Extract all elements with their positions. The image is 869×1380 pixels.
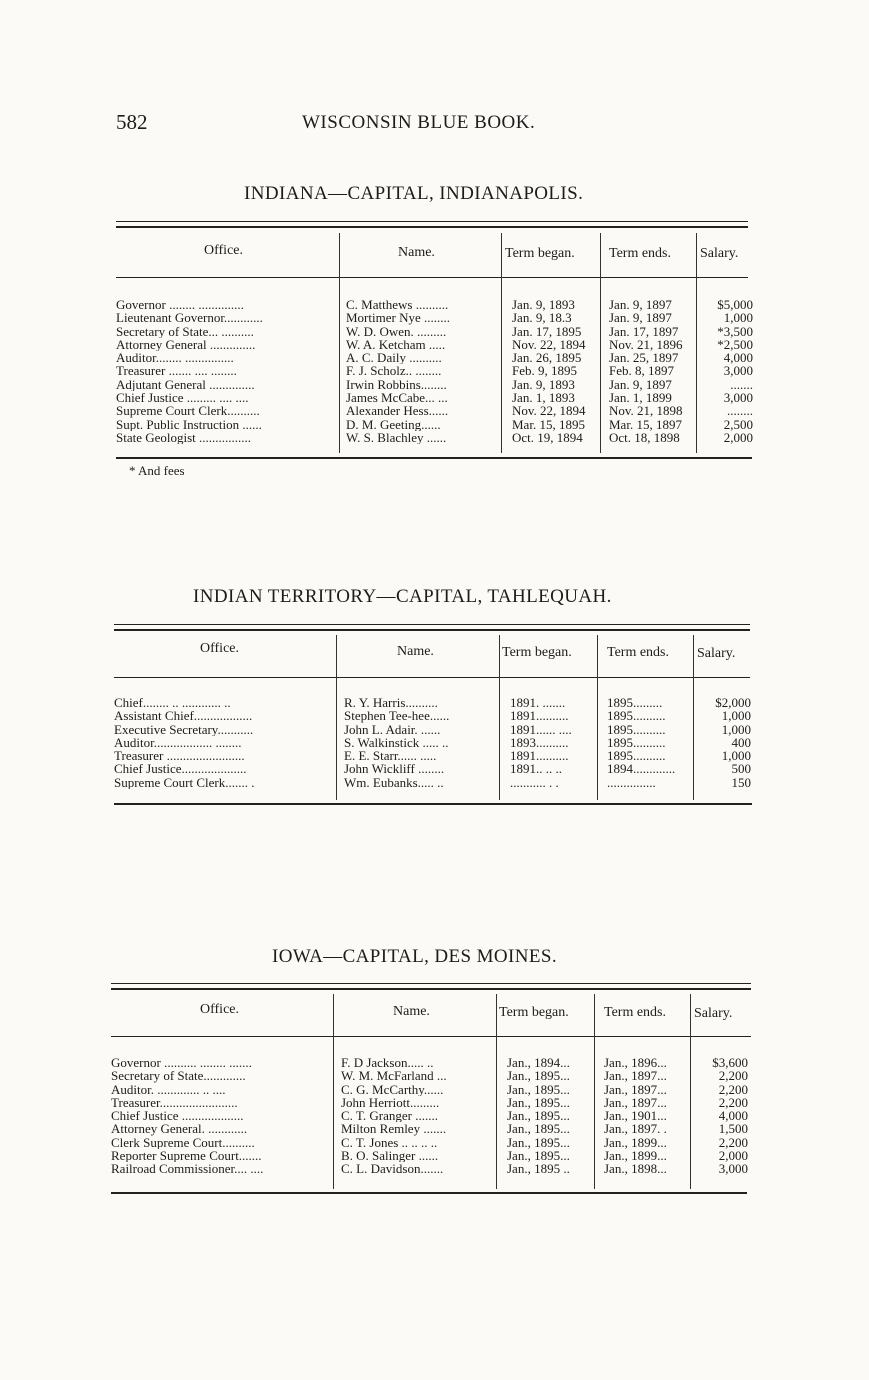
term-began-cell: Jan. 26, 1895: [512, 351, 582, 365]
office-cell: Governor .......... ........ .......: [111, 1056, 252, 1070]
office-cell: Adjutant General ..............: [116, 377, 255, 392]
term-began-cell: Jan. 9, 1893: [512, 298, 575, 312]
table-row: [116, 364, 756, 377]
term-ends-cell: Jan., 1897...: [604, 1069, 667, 1083]
office-cell: Treasurer ........................: [114, 749, 245, 763]
salary-cell: 1,000: [721, 709, 751, 723]
office-cell: Supreme Court Clerk..........: [116, 404, 260, 418]
footnote: * And fees: [129, 463, 185, 478]
term-ends-cell: Oct. 18, 1898: [609, 430, 680, 445]
term-began-cell: Nov. 22, 1894: [512, 337, 586, 352]
salary-cell: 2,000: [718, 1149, 748, 1163]
indian-territory-rows: [114, 696, 754, 789]
office-cell: Railroad Commissioner.... ....: [111, 1162, 264, 1176]
term-ends-cell: Jan., 1899...: [604, 1135, 667, 1150]
table-row: [111, 1069, 753, 1082]
office-cell: Chief Justice ......... .... ....: [116, 391, 249, 405]
term-began-cell: Jan., 1895...: [507, 1135, 570, 1150]
salary-cell: 2,200: [718, 1135, 748, 1150]
indian-territory-title: INDIAN TERRITORY—CAPITAL, TAHLEQUAH.: [193, 586, 612, 607]
name-cell: John Herriott.........: [341, 1095, 440, 1110]
name-cell: W. S. Blachley ......: [346, 430, 447, 445]
name-cell: Milton Remley .......: [341, 1122, 447, 1136]
salary-cell: ........: [727, 404, 753, 418]
office-cell: Lieutenant Governor............: [116, 311, 263, 325]
salary-cell: $5,000: [717, 298, 753, 312]
office-cell: Secretary of State... ..........: [116, 324, 254, 338]
term-ends-cell: 1895.........: [607, 696, 663, 710]
office-cell: Treasurer ....... .... ........: [116, 364, 237, 378]
name-cell: W. M. McFarland ...: [341, 1069, 447, 1083]
term-began-cell: Jan., 1895...: [507, 1109, 570, 1123]
salary-cell: 3,000: [723, 364, 753, 378]
table-rule: [111, 988, 751, 990]
table-rule: [116, 221, 748, 222]
name-cell: John Wickliff ........: [344, 762, 445, 776]
term-began-cell: Oct. 19, 1894: [512, 430, 583, 445]
term-began-cell: Mar. 15, 1895: [512, 417, 585, 431]
table-row: [111, 1162, 753, 1175]
office-cell: Auditor.................. ........: [114, 735, 242, 750]
office-cell: Chief Justice ...................: [111, 1109, 244, 1123]
table-row: [114, 776, 754, 789]
name-cell: R. Y. Harris..........: [344, 696, 438, 710]
term-began-cell: Jan., 1895...: [507, 1082, 570, 1096]
name-cell: Irwin Robbins........: [346, 377, 447, 392]
salary-cell: 3,000: [723, 391, 753, 405]
table-row: [114, 723, 754, 736]
term-began-cell: Nov. 22, 1894: [512, 404, 586, 418]
name-cell: James McCabe... ...: [346, 391, 448, 405]
office-cell: Governor ........ ..............: [116, 298, 244, 312]
col-head-term-ends: Term ends.: [609, 246, 672, 261]
term-ends-cell: Jan. 9, 1897: [609, 377, 672, 392]
col-head-salary: Salary.: [697, 646, 736, 661]
term-began-cell: Feb. 9, 1895: [512, 364, 577, 378]
table-row: [116, 391, 756, 404]
salary-cell: $2,000: [715, 696, 751, 710]
term-ends-cell: Jan., 1901...: [604, 1109, 667, 1123]
table-row: [114, 749, 754, 762]
table-row: [111, 1096, 753, 1109]
name-cell: B. O. Salinger ......: [341, 1149, 439, 1163]
term-ends-cell: Jan., 1897...: [604, 1082, 667, 1096]
term-ends-cell: Nov. 21, 1898: [609, 404, 683, 418]
term-ends-cell: 1894.............: [607, 762, 676, 776]
term-began-cell: Jan., 1895...: [507, 1122, 570, 1136]
name-cell: F. D Jackson..... ..: [341, 1056, 434, 1070]
term-ends-cell: Jan., 1897. .: [604, 1122, 667, 1136]
table-row: [111, 1056, 753, 1069]
table-rule: [111, 1036, 751, 1037]
term-began-cell: Jan. 17, 1895: [512, 324, 582, 338]
col-head-name: Name.: [393, 1004, 430, 1019]
table-row: [114, 696, 754, 709]
salary-cell: 1,000: [723, 311, 753, 325]
term-ends-cell: Jan. 17, 1897: [609, 324, 679, 338]
office-cell: Secretary of State.............: [111, 1069, 246, 1083]
name-cell: C. Matthews ..........: [346, 298, 449, 312]
salary-cell: 4,000: [718, 1109, 748, 1123]
page-number: 582: [116, 110, 148, 134]
term-ends-cell: ...............: [607, 775, 656, 790]
col-head-salary: Salary.: [700, 246, 739, 261]
col-head-office: Office.: [200, 641, 239, 656]
iowa-title: IOWA—CAPITAL, DES MOINES.: [272, 946, 558, 967]
salary-cell: .......: [730, 377, 753, 392]
term-began-cell: 1891...... ....: [510, 722, 572, 736]
table-row: [114, 762, 754, 775]
term-ends-cell: Jan., 1899...: [604, 1149, 667, 1163]
term-began-cell: 1891. .......: [510, 696, 566, 710]
term-began-cell: Jan., 1895...: [507, 1069, 570, 1083]
running-head: WISCONSIN BLUE BOOK.: [302, 112, 536, 133]
office-cell: Auditor........ ...............: [116, 351, 234, 365]
term-ends-cell: Jan., 1897...: [604, 1095, 667, 1110]
term-began-cell: Jan., 1895...: [507, 1149, 570, 1163]
table-row: [116, 325, 756, 338]
office-cell: Attorney General ..............: [116, 337, 256, 352]
salary-cell: *2,500: [717, 337, 753, 352]
name-cell: E. E. Starr...... .....: [344, 749, 437, 763]
table-rule: [114, 629, 750, 631]
term-ends-cell: 1895..........: [607, 749, 666, 763]
term-ends-cell: Jan. 9, 1897: [609, 311, 672, 325]
salary-cell: 2,000: [723, 430, 753, 445]
table-row: [111, 1136, 753, 1149]
table-rule: [111, 1192, 747, 1194]
term-ends-cell: 1895..........: [607, 735, 666, 750]
table-row: [111, 1149, 753, 1162]
col-head-salary: Salary.: [694, 1006, 733, 1021]
indiana-rows: [116, 298, 756, 444]
term-ends-cell: Jan. 25, 1897: [609, 351, 679, 365]
table-row: [116, 351, 756, 364]
table-row: [114, 709, 754, 722]
name-cell: Mortimer Nye ........: [346, 311, 450, 325]
office-cell: Attorney General. ............: [111, 1122, 248, 1136]
table-rule: [111, 983, 751, 984]
office-cell: Reporter Supreme Court.......: [111, 1149, 262, 1163]
col-head-name: Name.: [397, 644, 434, 659]
term-ends-cell: Feb. 8, 1897: [609, 364, 674, 378]
term-began-cell: ........... . .: [510, 775, 559, 790]
salary-cell: *3,500: [717, 324, 753, 338]
name-cell: S. Walkinstick ..... ..: [344, 735, 449, 750]
salary-cell: 500: [731, 762, 751, 776]
salary-cell: 3,000: [718, 1162, 748, 1176]
office-cell: Chief........ .. ............ ..: [114, 696, 231, 710]
name-cell: A. C. Daily ..........: [346, 351, 442, 365]
name-cell: F. J. Scholz.. ........: [346, 364, 442, 378]
table-rule: [116, 277, 748, 278]
name-cell: Alexander Hess......: [346, 404, 449, 418]
table-rule: [116, 457, 752, 459]
salary-cell: $3,600: [712, 1056, 748, 1070]
salary-cell: 400: [731, 735, 751, 750]
table-rule: [114, 803, 752, 805]
term-began-cell: 1891..........: [510, 709, 569, 723]
table-row: [116, 338, 756, 351]
col-head-term-ends: Term ends.: [604, 1005, 667, 1020]
salary-cell: 1,500: [718, 1122, 748, 1136]
office-cell: Auditor. ............. .. ....: [111, 1082, 226, 1096]
col-head-term-ends: Term ends.: [607, 645, 670, 660]
term-ends-cell: 1895..........: [607, 722, 666, 736]
table-row: [116, 431, 756, 444]
col-head-term-began: Term began.: [502, 645, 572, 660]
table-row: [114, 736, 754, 749]
salary-cell: 2,200: [718, 1082, 748, 1096]
table-row: [116, 378, 756, 391]
term-began-cell: 1891.. .. ..: [510, 762, 562, 776]
table-rule: [114, 677, 750, 678]
name-cell: W. D. Owen. .........: [346, 324, 447, 338]
table-row: [111, 1109, 753, 1122]
term-began-cell: Jan. 9, 18.3: [512, 311, 572, 325]
name-cell: D. M. Geeting......: [346, 417, 441, 431]
table-row: [116, 298, 756, 311]
term-ends-cell: Jan. 9, 1897: [609, 298, 672, 312]
term-began-cell: Jan., 1894...: [507, 1056, 570, 1070]
table-row: [116, 404, 756, 417]
name-cell: Wm. Eubanks..... ..: [344, 775, 444, 790]
indiana-title: INDIANA—CAPITAL, INDIANAPOLIS.: [244, 183, 584, 204]
office-cell: Supreme Court Clerk....... .: [114, 775, 255, 790]
office-cell: Treasurer........................: [111, 1095, 238, 1110]
col-head-office: Office.: [204, 243, 243, 258]
office-cell: State Geologist ................: [116, 430, 252, 445]
office-cell: Assistant Chief..................: [114, 709, 253, 723]
office-cell: Chief Justice....................: [114, 762, 247, 776]
office-cell: Executive Secretary...........: [114, 722, 254, 736]
col-head-office: Office.: [200, 1002, 239, 1017]
term-began-cell: Jan. 1, 1893: [512, 391, 575, 405]
name-cell: John L. Adair. ......: [344, 722, 441, 736]
name-cell: Stephen Tee-hee......: [344, 709, 450, 723]
col-head-name: Name.: [398, 245, 435, 260]
table-rule: [116, 226, 748, 228]
name-cell: C. L. Davidson.......: [341, 1162, 444, 1176]
table-rule: [114, 624, 750, 625]
term-began-cell: Jan., 1895...: [507, 1095, 570, 1110]
term-ends-cell: Jan., 1896...: [604, 1056, 667, 1070]
salary-cell: 150: [731, 775, 751, 790]
salary-cell: 1,000: [721, 722, 751, 736]
term-ends-cell: Nov. 21, 1896: [609, 337, 683, 352]
salary-cell: 2,200: [718, 1069, 748, 1083]
office-cell: Clerk Supreme Court..........: [111, 1135, 255, 1150]
term-ends-cell: 1895..........: [607, 709, 666, 723]
salary-cell: 4,000: [723, 351, 753, 365]
salary-cell: 2,500: [723, 417, 753, 431]
table-row: [116, 418, 756, 431]
iowa-rows: [111, 1056, 753, 1176]
page-header: [116, 110, 756, 140]
term-began-cell: Jan., 1895 ..: [507, 1162, 570, 1176]
table-row: [116, 311, 756, 324]
term-began-cell: 1891..........: [510, 749, 569, 763]
term-ends-cell: Jan., 1898...: [604, 1162, 667, 1176]
col-head-term-began: Term began.: [499, 1005, 569, 1020]
name-cell: C. T. Jones .. .. .. ..: [341, 1135, 438, 1150]
name-cell: W. A. Ketcham .....: [346, 337, 446, 352]
salary-cell: 2,200: [718, 1095, 748, 1110]
table-row: [111, 1083, 753, 1096]
name-cell: C. T. Granger .......: [341, 1109, 438, 1123]
table-row: [111, 1122, 753, 1135]
name-cell: C. G. McCarthy......: [341, 1082, 444, 1096]
salary-cell: 1,000: [721, 749, 751, 763]
term-began-cell: 1893..........: [510, 735, 569, 750]
office-cell: Supt. Public Instruction ......: [116, 417, 262, 431]
term-began-cell: Jan. 9, 1893: [512, 377, 575, 392]
term-ends-cell: Mar. 15, 1897: [609, 417, 682, 431]
col-head-term-began: Term began.: [505, 246, 575, 261]
term-ends-cell: Jan. 1, 1899: [609, 391, 672, 405]
